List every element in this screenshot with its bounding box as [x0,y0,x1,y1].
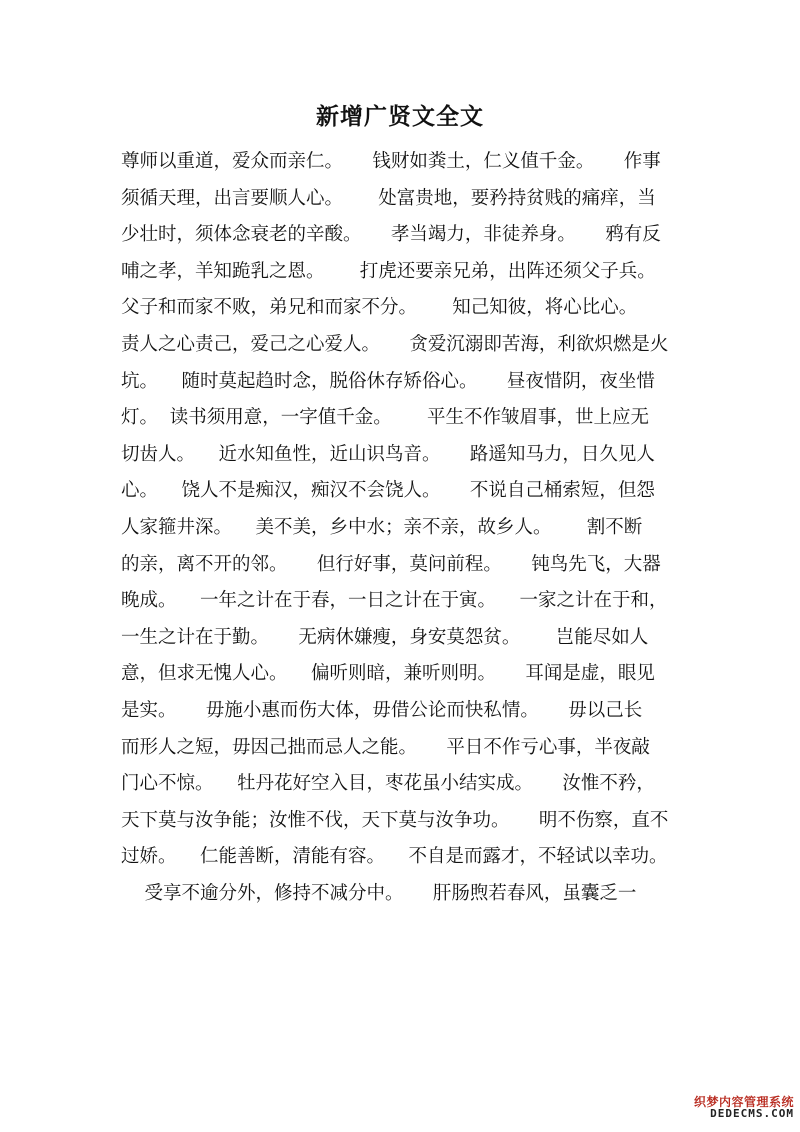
text-line: 晚成。 一年之计在于春，一日之计在于寅。 一家之计在于和， [121,590,668,612]
text-line: 责人之心责己，爱己之心爱人。 贪爱沉溺即苦海，利欲炽燃是火 [121,333,669,355]
document-title: 新增广贤文全文 [316,103,484,130]
document-body [121,144,681,912]
watermark-cn-text: 织梦内容管理系统 [693,1094,794,1109]
text-line: 哺之孝，羊知跪乳之恩。 打虎还要亲兄弟，出阵还须父子兵。 [121,260,656,282]
text-line: 过娇。 仁能善断，清能有容。 不自是而露才，不轻试以幸功。 [121,846,668,868]
text-line: 而形人之短，毋因己拙而忌人之能。 平日不作亏心事，半夜敲 [121,736,650,758]
text-line: 灯。 读书须用意，一字值千金。 平生不作皱眉事，世上应无 [121,407,650,429]
text-line: 一生之计在于勤。 无病休嫌瘦，身安莫怨贫。 岂能尽如人 [121,626,649,648]
text-line: 人家箍井深。 美不美，乡中水；亲不亲，故乡人。 割不断 [121,516,643,538]
watermark-logo [684,1096,794,1120]
text-line: 切齿人。 近水知鱼性，近山识鸟音。 路遥知马力，日久见人 [121,443,655,465]
text-line: 意，但求无愧人心。 偏听则暗，兼听则明。 耳闻是虚，眼见 [121,663,655,685]
text-line: 的亲，离不开的邻。 但行好事，莫问前程。 钝鸟先飞，大器 [121,553,661,575]
text-line: 心。 饶人不是痴汉，痴汉不会饶人。 不说自己桶索短，但怨 [121,480,655,502]
watermark-en-text: DEDECMS.COM [710,1107,794,1121]
text-line: 尊师以重道，爱众而亲仁。 钱财如粪土，仁义值千金。 作事 [121,151,661,172]
text-line: 须循天理，出言要顺人心。 处富贵地，要矜持贫贱的痛痒，当 [121,187,656,209]
text-line: 少壮时，须体念衰老的辛酸。 孝当竭力，非徒养身。 鸦有反 [121,224,661,246]
text-line: 父子和而家不败，弟兄和而家不分。 知己知彼，将心比心。 [121,297,638,319]
text-line: 坑。 随时莫起趋时念，脱俗休存矫俗心。 昼夜惜阴，夜坐惜 [121,370,655,392]
text-line: 受享不逾分外，修持不减分中。 肝肠煦若春风，虽囊乏一 [121,882,637,904]
text-line: 天下莫与汝争能；汝惟不伐，天下莫与汝争功。 明不伤察，直不 [121,809,669,831]
text-line: 门心不惊。 牡丹花好空入目，枣花虽小结实成。 汝惟不矜， [121,773,655,795]
text-line: 是实。 毋施小惠而伤大体，毋借公论而快私情。 毋以己长 [121,699,643,721]
